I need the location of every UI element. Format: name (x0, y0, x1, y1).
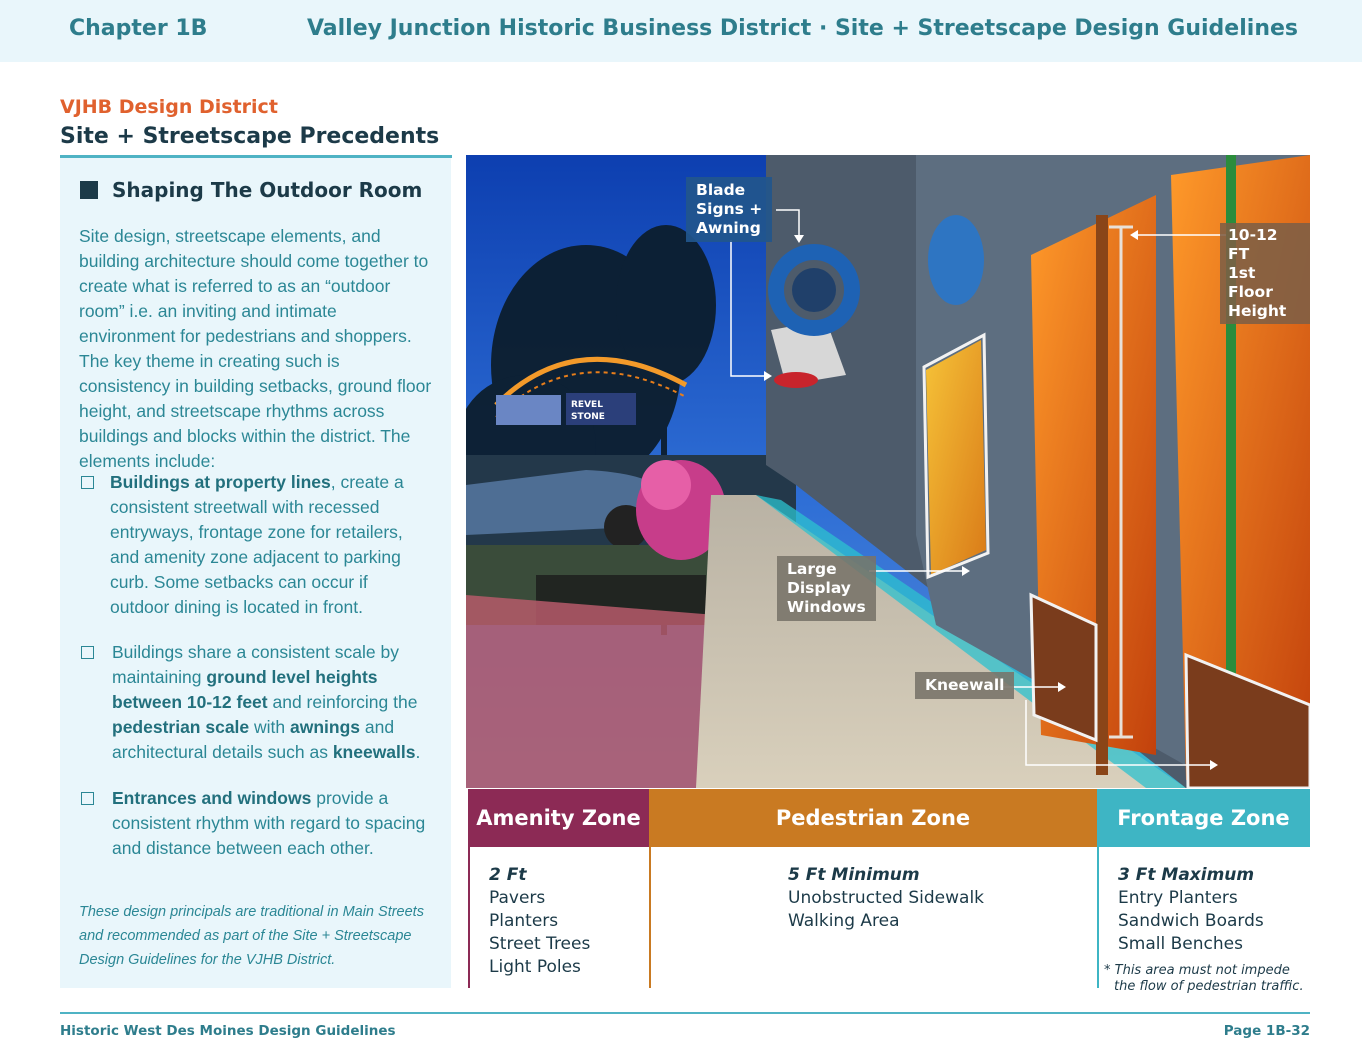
callout-blade-signs (686, 177, 772, 242)
bullet-bold: pedestrian scale (112, 717, 250, 737)
document-title: Valley Junction Historic Business District · Site + Streetscape Design Guidelines (306, 16, 1298, 41)
note-line: the flow of pedestrian traffic. (1114, 979, 1304, 994)
checkbox-icon (81, 646, 94, 659)
bullet-text: and architectural details such as (112, 717, 395, 762)
zone-item: Sandwich Boards (1118, 911, 1264, 931)
zone-header-frontage: Frontage Zone (1097, 789, 1310, 847)
bullet-bold: awnings (290, 717, 361, 737)
frontage-zone-note (1104, 963, 1314, 995)
zone-item: Pavers (489, 888, 546, 908)
bullet-bold: kneewalls (332, 742, 416, 762)
zone-item: Entry Planters (1118, 888, 1238, 908)
zone-item: Small Benches (1118, 934, 1243, 954)
bullet-bold: ground level heights between 10-12 feet (112, 667, 378, 712)
chapter-label: Chapter 1B (69, 16, 208, 41)
page-title: Site + Streetscape Precedents (60, 124, 440, 149)
callout-line: 10-12 FT (1228, 226, 1278, 263)
zone-list-pedestrian (788, 864, 984, 933)
bullet-property-lines (110, 470, 430, 620)
bullet-text: with (249, 717, 291, 737)
callout-line: Windows (787, 598, 866, 616)
zone-item: Light Poles (489, 957, 581, 977)
zone-item: 3 Ft Maximum (1118, 865, 1255, 885)
callout-line: Awning (696, 219, 761, 237)
title-rule (60, 155, 452, 158)
zone-item: Planters (489, 911, 559, 931)
page-number: Page 1B-32 (1223, 1023, 1310, 1039)
zone-item: 2 Ft (489, 865, 527, 885)
bullet-entrances-windows (112, 786, 432, 861)
sidebar-heading: Shaping The Outdoor Room (112, 178, 423, 202)
intro-paragraph: Site design, streetscape elements, and building architecture should come together to create what is referred to as an “outdoor room” i.e. an inviting and intimate environment for pedestrians and shoppers. The key theme in creating such is consistency in building setbacks, ground floor height, and streetscape rhythms across buildings and blocks within the district. The elements include: (79, 226, 432, 471)
callout-line: Display (787, 579, 851, 597)
bullet-text: Buildings share a consistent scale by maintaining (112, 642, 399, 687)
checkbox-icon (81, 792, 94, 805)
bullet-bold: Entrances and windows (112, 788, 312, 808)
callout-line: 1st Floor (1228, 264, 1273, 301)
zone-list-frontage (1118, 864, 1264, 956)
zone-divider-pedestrian (649, 847, 651, 988)
bullet-bold: Buildings at property lines (110, 472, 331, 492)
footer-document-name: Historic West Des Moines Design Guidelines (60, 1023, 396, 1039)
bullet-text: . (415, 742, 421, 762)
callout-kneewall: Kneewall (915, 672, 1014, 699)
bullet-text: , create a consistent streetwall with recessed entryways, frontage zone for retailers, and amenity zone adjacent to parking curb. Some setbacks can occur if outdoor dining is located in front. (110, 472, 404, 617)
zone-header-amenity: Amenity Zone (468, 789, 649, 847)
callout-display-windows (777, 556, 876, 621)
streetscape-photo (466, 155, 1310, 788)
zone-item: Walking Area (788, 911, 900, 931)
callout-line: Large (787, 560, 837, 578)
bullet-text: and reinforcing the (267, 692, 418, 712)
callout-line: Signs + (696, 200, 763, 218)
bullet-text: provide a consistent rhythm with regard to spacing and distance between each other. (112, 788, 426, 858)
callout-line: Blade (696, 181, 746, 199)
sidebar-footnote: These design principals are traditional in Main Streets and recommended as part of the Site + Streetscape Design Guidelines for the VJHB District. (79, 904, 424, 968)
billboard-text: STONE (571, 412, 605, 422)
callout-floor-height (1220, 223, 1310, 324)
zone-item: 5 Ft Minimum (788, 865, 920, 885)
zone-divider-amenity (468, 847, 470, 988)
square-bullet-icon (80, 181, 98, 199)
footer-rule (60, 1012, 1310, 1014)
zone-item: Unobstructed Sidewalk (788, 888, 985, 908)
streetscape-illustration (466, 155, 1310, 788)
zone-divider-frontage (1097, 847, 1099, 988)
callout-line: Height (1228, 302, 1287, 320)
district-label: VJHB Design District (60, 96, 278, 118)
bullet-consistent-scale (112, 640, 432, 765)
note-line: * This area must not impede (1104, 963, 1290, 978)
zone-header-pedestrian: Pedestrian Zone (649, 789, 1097, 847)
header-bar (0, 0, 1362, 62)
zone-list-amenity (489, 864, 590, 979)
zone-item: Street Trees (489, 934, 591, 954)
checkbox-icon (81, 476, 94, 489)
billboard-text: REVEL (571, 400, 603, 410)
